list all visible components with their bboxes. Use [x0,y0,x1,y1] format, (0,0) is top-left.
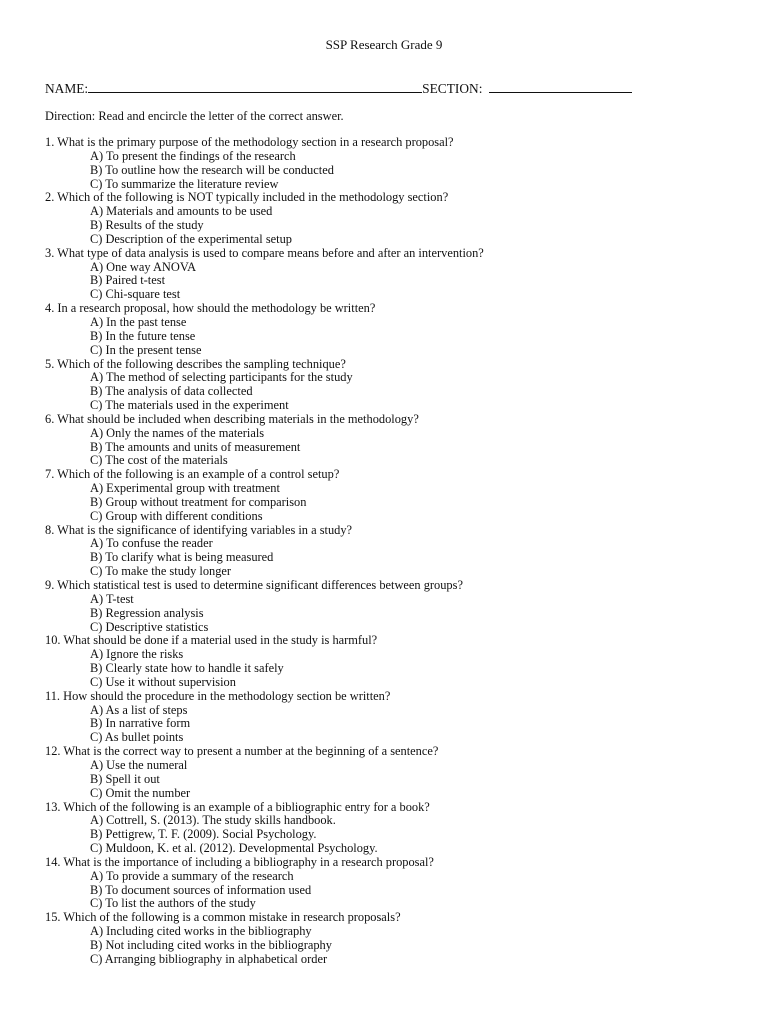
question-text: 11. How should the procedure in the methodology section be written? [45,688,391,703]
answer-option-c[interactable]: C) Description of the experimental setup [90,231,292,246]
answer-option-b[interactable]: B) Regression analysis [90,605,204,620]
name-section-row [45,80,745,97]
answer-option-a[interactable]: A) In the past tense [90,314,187,329]
answer-option-a[interactable]: A) Use the numeral [90,757,188,772]
answer-option-b[interactable]: B) In the future tense [90,328,196,343]
answer-option-b[interactable]: B) Spell it out [90,771,160,786]
question-text: 14. What is the importance of including a bibliography in a research proposal? [45,854,434,869]
answer-option-c[interactable]: C) To list the authors of the study [90,896,256,911]
answer-option-a[interactable]: A) To confuse the reader [90,536,213,551]
answer-option-a[interactable]: A) Including cited works in the bibliography [90,924,312,939]
question-text: 12. What is the correct way to present a number at the beginning of a sentence? [45,744,439,759]
question-item [45,579,745,634]
section-label: SECTION: [422,81,486,96]
question-item [45,856,745,911]
question-text: 2. Which of the following is NOT typically included in the methodology section? [45,190,449,205]
question-item [45,247,745,302]
answer-option-a[interactable]: A) To present the findings of the research [90,148,296,163]
question-item [45,634,745,689]
answer-option-c[interactable]: C) Muldoon, K. et al. (2012). Developmental Psychology. [90,841,378,856]
question-text: 1. What is the primary purpose of the methodology section in a research proposal? [45,135,454,149]
answer-option-a[interactable]: A) Cottrell, S. (2013). The study skills handbook. [90,813,336,828]
answer-option-c[interactable]: C) To summarize the literature review [90,176,279,191]
section-blank-line[interactable] [489,80,632,93]
question-item [45,413,745,468]
answer-option-c[interactable]: C) The materials used in the experiment [90,398,289,413]
answer-option-a[interactable]: A) As a list of steps [90,702,188,717]
question-item [45,801,745,856]
answer-option-b[interactable]: B) To outline how the research will be conducted [90,162,334,177]
answer-option-b[interactable]: B) To document sources of information used [90,882,312,897]
answer-option-b[interactable]: B) To clarify what is being measured [90,550,274,565]
question-item [45,136,745,191]
page-title: SSP Research Grade 9 [325,37,443,52]
question-item [45,911,745,966]
answer-option-c[interactable]: C) Omit the number [90,785,191,800]
question-text: 3. What type of data analysis is used to compare means before and after an intervention? [45,245,484,260]
question-list [45,136,745,967]
answer-option-c[interactable]: C) Group with different conditions [90,508,263,523]
answer-option-c[interactable]: C) Descriptive statistics [90,619,209,634]
name-blank-line[interactable] [88,80,422,93]
answer-option-a[interactable]: A) To provide a summary of the research [90,868,294,883]
question-text: 4. In a research proposal, how should the methodology be written? [45,301,376,316]
answer-option-c[interactable]: C) In the present tense [90,342,202,357]
answer-option-b[interactable]: B) The analysis of data collected [90,384,253,399]
question-text: 6. What should be included when describing materials in the methodology? [45,411,419,426]
question-text: 5. Which of the following describes the sampling technique? [45,356,346,371]
answer-option-b[interactable]: B) The amounts and units of measurement [90,439,301,454]
question-item [45,468,745,523]
answer-option-b[interactable]: B) Clearly state how to handle it safely [90,661,284,676]
question-item [45,690,745,745]
answer-option-c[interactable]: C) To make the study longer [90,564,232,579]
question-text: 13. Which of the following is an example of a bibliographic entry for a book? [45,799,430,814]
question-item [45,524,745,579]
answer-option-b[interactable]: B) Paired t-test [90,273,166,288]
answer-option-a[interactable]: A) Only the names of the materials [90,425,265,440]
answer-option-c[interactable]: C) Use it without supervision [90,674,236,689]
question-text: 15. Which of the following is a common mistake in research proposals? [45,910,401,925]
question-item [45,358,745,413]
answer-option-c[interactable]: C) The cost of the materials [90,453,228,468]
answer-option-c[interactable]: C) Chi-square test [90,287,181,302]
answer-option-c[interactable]: C) Arranging bibliography in alphabetical order [90,951,328,966]
answer-option-b[interactable]: B) Group without treatment for comparison [90,494,307,509]
answer-option-b[interactable]: B) Pettigrew, T. F. (2009). Social Psychology. [90,827,317,842]
answer-option-a[interactable]: A) One way ANOVA [90,259,197,274]
answer-option-b[interactable]: B) In narrative form [90,716,191,731]
question-text: 9. Which statistical test is used to determine significant differences between groups? [45,578,463,592]
question-item [45,745,745,800]
directions-text: Direction: Read and encircle the letter of the correct answer. [45,109,344,123]
name-label: NAME: [45,81,89,96]
question-item [45,191,745,246]
answer-option-b[interactable]: B) Not including cited works in the bibliography [90,937,332,952]
question-text: 8. What is the significance of identifying variables in a study? [45,522,353,537]
answer-option-a[interactable]: A) Materials and amounts to be used [90,204,273,219]
question-text: 10. What should be done if a material used in the study is harmful? [45,633,378,648]
answer-option-b[interactable]: B) Results of the study [90,218,204,233]
answer-option-a[interactable]: A) Experimental group with treatment [90,481,280,496]
answer-option-c[interactable]: C) As bullet points [90,730,184,745]
answer-option-a[interactable]: A) Ignore the risks [90,647,184,662]
answer-option-a[interactable]: A) T-test [90,591,134,606]
answer-option-a[interactable]: A) The method of selecting participants for the study [90,370,353,385]
question-text: 7. Which of the following is an example of a control setup? [45,467,340,482]
question-item [45,302,745,357]
